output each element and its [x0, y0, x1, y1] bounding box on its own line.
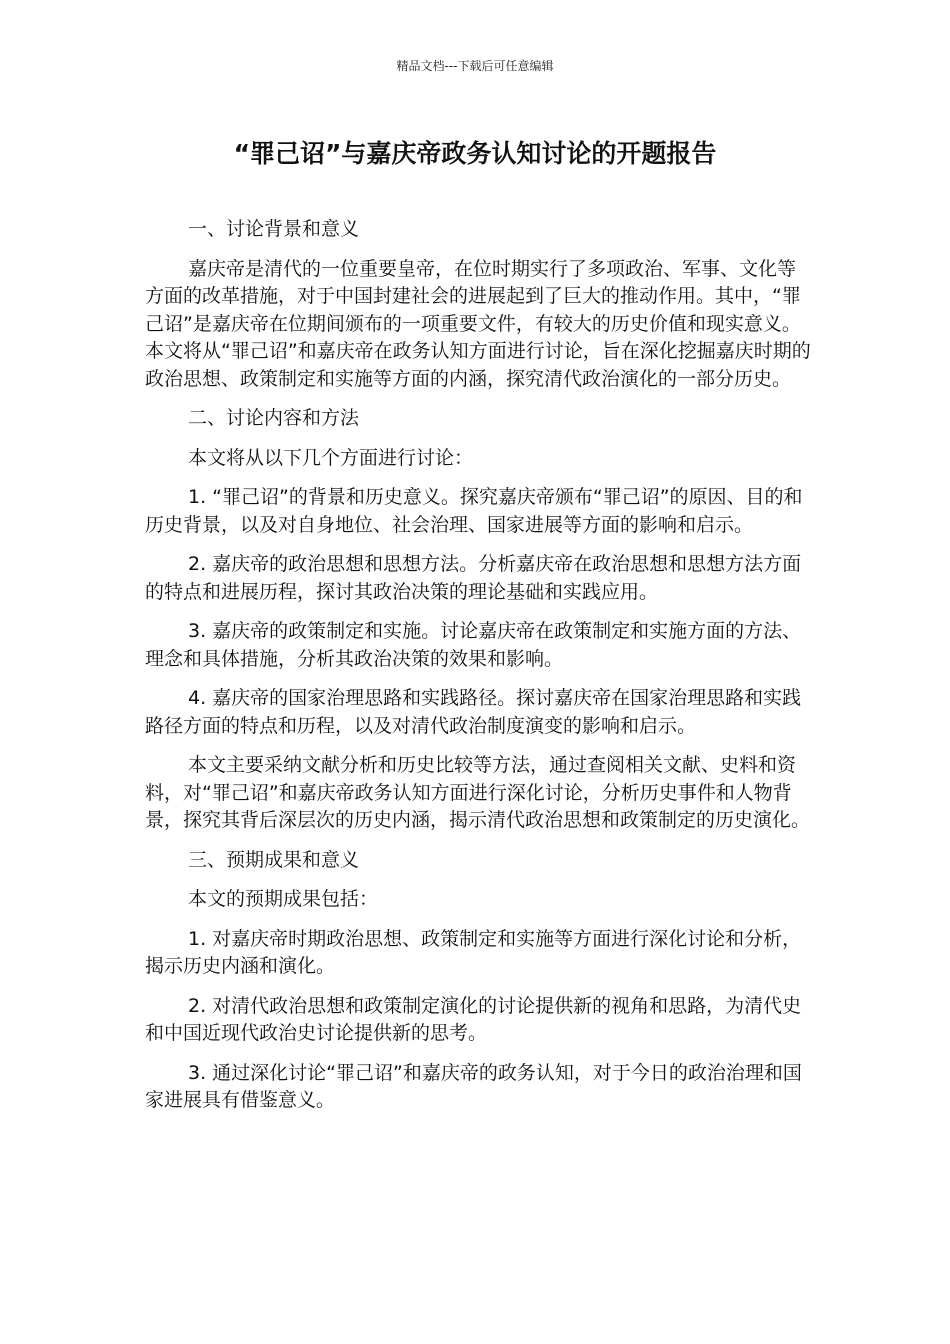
paragraph-results-intro: 本文的预期成果包括： [188, 888, 379, 910]
result-item-2: 2. 对清代政治思想和政策制定演化的讨论提供新的视角和思路，为清代史和中国近现代政治史讨论提供新的思考。 [145, 994, 802, 1044]
page-header: 精品文档---下载后可任意编辑 [396, 59, 554, 73]
paragraph-intro-aspects: 本文将从以下几个方面进行讨论： [188, 446, 474, 469]
result-item-1: 1. 对嘉庆帝时期政治思想、政策制定和实施等方面进行深化讨论和分析，揭示历史内涵和演化。 [145, 927, 802, 977]
document-body [145, 216, 813, 1127]
paragraph-background: 嘉庆帝是清代的一位重要皇帝，在位时期实行了多项政治、军事、文化等方面的改革措施，对于中国封建社会的进展起到了巨大的推动作用。其中，“罪己诏”是嘉庆帝在位期间颁布的一项重要文件，有较大的历史价值和现实意义。本文将从“罪己诏”和嘉庆帝在政务认知方面进行讨论，旨在深化挖掘嘉庆时期的政治思想、政策制定和实施等方面的内涵，探究清代政治演化的一部分历史。 [145, 257, 811, 390]
document-title: “罪己诏”与嘉庆帝政务认知讨论的开题报告 [233, 139, 717, 168]
list-item-3: 3. 嘉庆帝的政策制定和实施。讨论嘉庆帝在政策制定和实施方面的方法、理念和具体措施，分析其政治决策的效果和影响。 [145, 620, 802, 670]
list-item-4: 4. 嘉庆帝的国家治理思路和实践路径。探讨嘉庆帝在国家治理思路和实践路径方面的特点和历程，以及对清代政治制度演变的影响和启示。 [145, 687, 802, 737]
list-item-2: 2. 嘉庆帝的政治思想和思想方法。分析嘉庆帝在政治思想和思想方法方面的特点和进展历程，探讨其政治决策的理论基础和实践应用。 [145, 553, 802, 603]
section-heading-content-method: 二、讨论内容和方法 [188, 407, 360, 429]
list-item-1: 1. “罪己诏”的背景和历史意义。探究嘉庆帝颁布“罪己诏”的原因、目的和历史背景，以及对自身地位、社会治理、国家进展等方面的影响和启示。 [145, 486, 803, 536]
result-item-3: 3. 通过深化讨论“罪己诏”和嘉庆帝的政务认知，对于今日的政治治理和国家进展具有借鉴意义。 [145, 1061, 802, 1111]
section-heading-background: 一、讨论背景和意义 [188, 218, 360, 240]
paragraph-method: 本文主要采纳文献分析和历史比较等方法，通过查阅相关文献、史料和资料，对“罪己诏”和嘉庆帝政务认知方面进行深化讨论，分析历史事件和人物背景，探究其背后深层次的历史内涵，揭示清代政治思想和政策制定的历史演化。 [145, 754, 811, 831]
section-heading-expected-results: 三、预期成果和意义 [188, 848, 360, 871]
